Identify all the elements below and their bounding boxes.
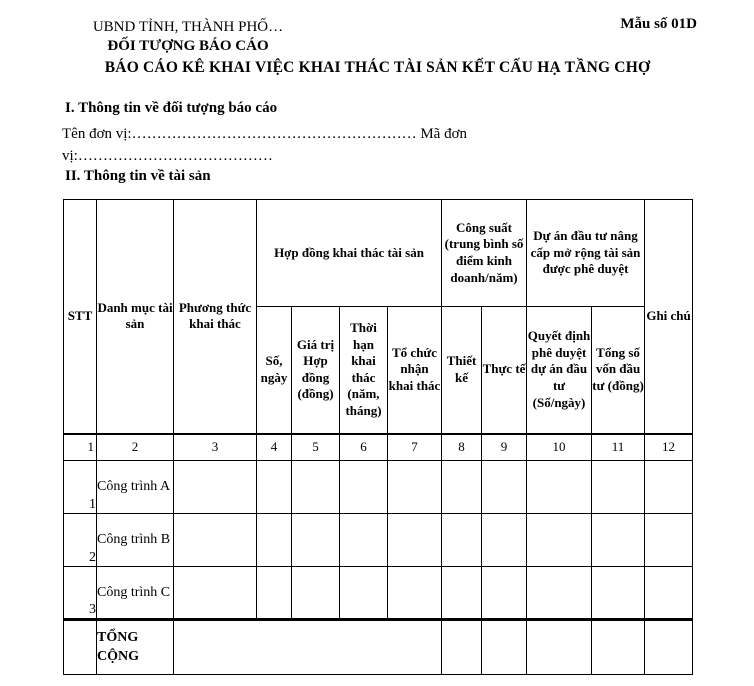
data-cell xyxy=(388,567,442,620)
total-label: TỔNG CỘNG xyxy=(97,620,174,675)
header-row-groups xyxy=(64,200,693,307)
col-header-gia-tri: Giá trị Hợp đồng (đồng) xyxy=(292,307,340,434)
column-number: 9 xyxy=(482,434,527,461)
col-header-tong-von: Tổng số vốn đầu tư (đồng) xyxy=(592,307,645,434)
section-1-heading: I. Thông tin về đối tượng báo cáo xyxy=(65,100,278,116)
col-header-stt: STT xyxy=(64,200,97,434)
asset-table xyxy=(63,199,693,675)
column-number: 4 xyxy=(257,434,292,461)
form-number: Mẫu số 01D xyxy=(620,16,697,32)
data-cell xyxy=(592,514,645,567)
data-cell xyxy=(340,514,388,567)
data-cell xyxy=(174,514,257,567)
data-cell xyxy=(482,461,527,514)
total-row xyxy=(64,620,693,675)
row-asset-name: Công trình B xyxy=(97,514,174,567)
report-agency-block xyxy=(78,17,298,56)
column-number: 5 xyxy=(292,434,340,461)
table-row xyxy=(64,461,693,514)
data-cell xyxy=(174,461,257,514)
column-number: 12 xyxy=(645,434,693,461)
data-cell xyxy=(388,461,442,514)
col-header-thuc-te: Thực tế xyxy=(482,307,527,434)
col-header-quyet-dinh: Quyết định phê duyệt dự án đầu tư (Số/ngày) xyxy=(527,307,592,434)
column-number: 2 xyxy=(97,434,174,461)
table-row xyxy=(64,514,693,567)
data-cell xyxy=(645,514,693,567)
table-row xyxy=(64,567,693,620)
data-cell xyxy=(340,461,388,514)
total-merged-cell xyxy=(174,620,442,675)
column-number: 6 xyxy=(340,434,388,461)
col-group-du-an: Dự án đầu tư nâng cấp mở rộng tài sản được phê duyệt xyxy=(527,200,645,307)
column-number-row xyxy=(64,434,693,461)
report-subject: ĐỐI TƯỢNG BÁO CÁO xyxy=(107,38,269,54)
report-title: BÁO CÁO KÊ KHAI VIỆC KHAI THÁC TÀI SẢN KẾT CẤU HẠ TẦNG CHỢ xyxy=(104,59,651,76)
data-cell xyxy=(257,514,292,567)
col-group-cong-suat: Công suất (trung bình số điểm kinh doanh/năm) xyxy=(442,200,527,307)
column-number: 3 xyxy=(174,434,257,461)
data-cell xyxy=(645,567,693,620)
col-header-danh-muc: Danh mục tài sản xyxy=(97,200,174,434)
agency-name: UBND TỈNH, THÀNH PHỐ… xyxy=(92,19,284,35)
column-number: 10 xyxy=(527,434,592,461)
data-cell xyxy=(592,567,645,620)
unit-name-field: Tên đơn vị:………………………………………………… Mã đơn xyxy=(62,126,468,142)
data-cell xyxy=(592,620,645,675)
data-cell xyxy=(442,461,482,514)
col-header-ghi-chu: Ghi chú xyxy=(645,200,693,434)
data-cell xyxy=(527,620,592,675)
column-number: 11 xyxy=(592,434,645,461)
data-cell xyxy=(64,620,97,675)
column-number: 8 xyxy=(442,434,482,461)
data-cell xyxy=(645,620,693,675)
col-header-thiet-ke: Thiết kế xyxy=(442,307,482,434)
data-cell xyxy=(292,461,340,514)
data-cell xyxy=(257,567,292,620)
data-cell xyxy=(645,461,693,514)
data-cell xyxy=(482,620,527,675)
col-header-to-chuc: Tổ chức nhận khai thác xyxy=(388,307,442,434)
data-cell xyxy=(527,514,592,567)
row-asset-name: Công trình C xyxy=(97,567,174,620)
data-cell xyxy=(527,461,592,514)
col-header-so-ngay: Số, ngày xyxy=(257,307,292,434)
col-header-thoi-han: Thời hạn khai thác (năm, tháng) xyxy=(340,307,388,434)
data-cell xyxy=(388,514,442,567)
data-cell xyxy=(442,620,482,675)
column-number: 1 xyxy=(64,434,97,461)
col-group-hop-dong: Hợp đồng khai thác tài sản xyxy=(257,200,442,307)
data-cell xyxy=(442,567,482,620)
section-2-heading: II. Thông tin về tài sản xyxy=(65,168,211,184)
data-cell xyxy=(340,567,388,620)
data-cell xyxy=(527,567,592,620)
row-index: 2 xyxy=(64,514,97,567)
data-cell xyxy=(174,567,257,620)
data-cell xyxy=(442,514,482,567)
data-cell xyxy=(292,514,340,567)
column-number: 7 xyxy=(388,434,442,461)
data-cell xyxy=(292,567,340,620)
data-cell xyxy=(482,567,527,620)
data-cell xyxy=(482,514,527,567)
data-cell xyxy=(592,461,645,514)
row-index: 1 xyxy=(64,461,97,514)
row-asset-name: Công trình A xyxy=(97,461,174,514)
unit-code-field: vị:………………………………… xyxy=(62,148,273,164)
data-cell xyxy=(257,461,292,514)
col-header-phuong-thuc: Phương thức khai thác xyxy=(174,200,257,434)
row-index: 3 xyxy=(64,567,97,620)
